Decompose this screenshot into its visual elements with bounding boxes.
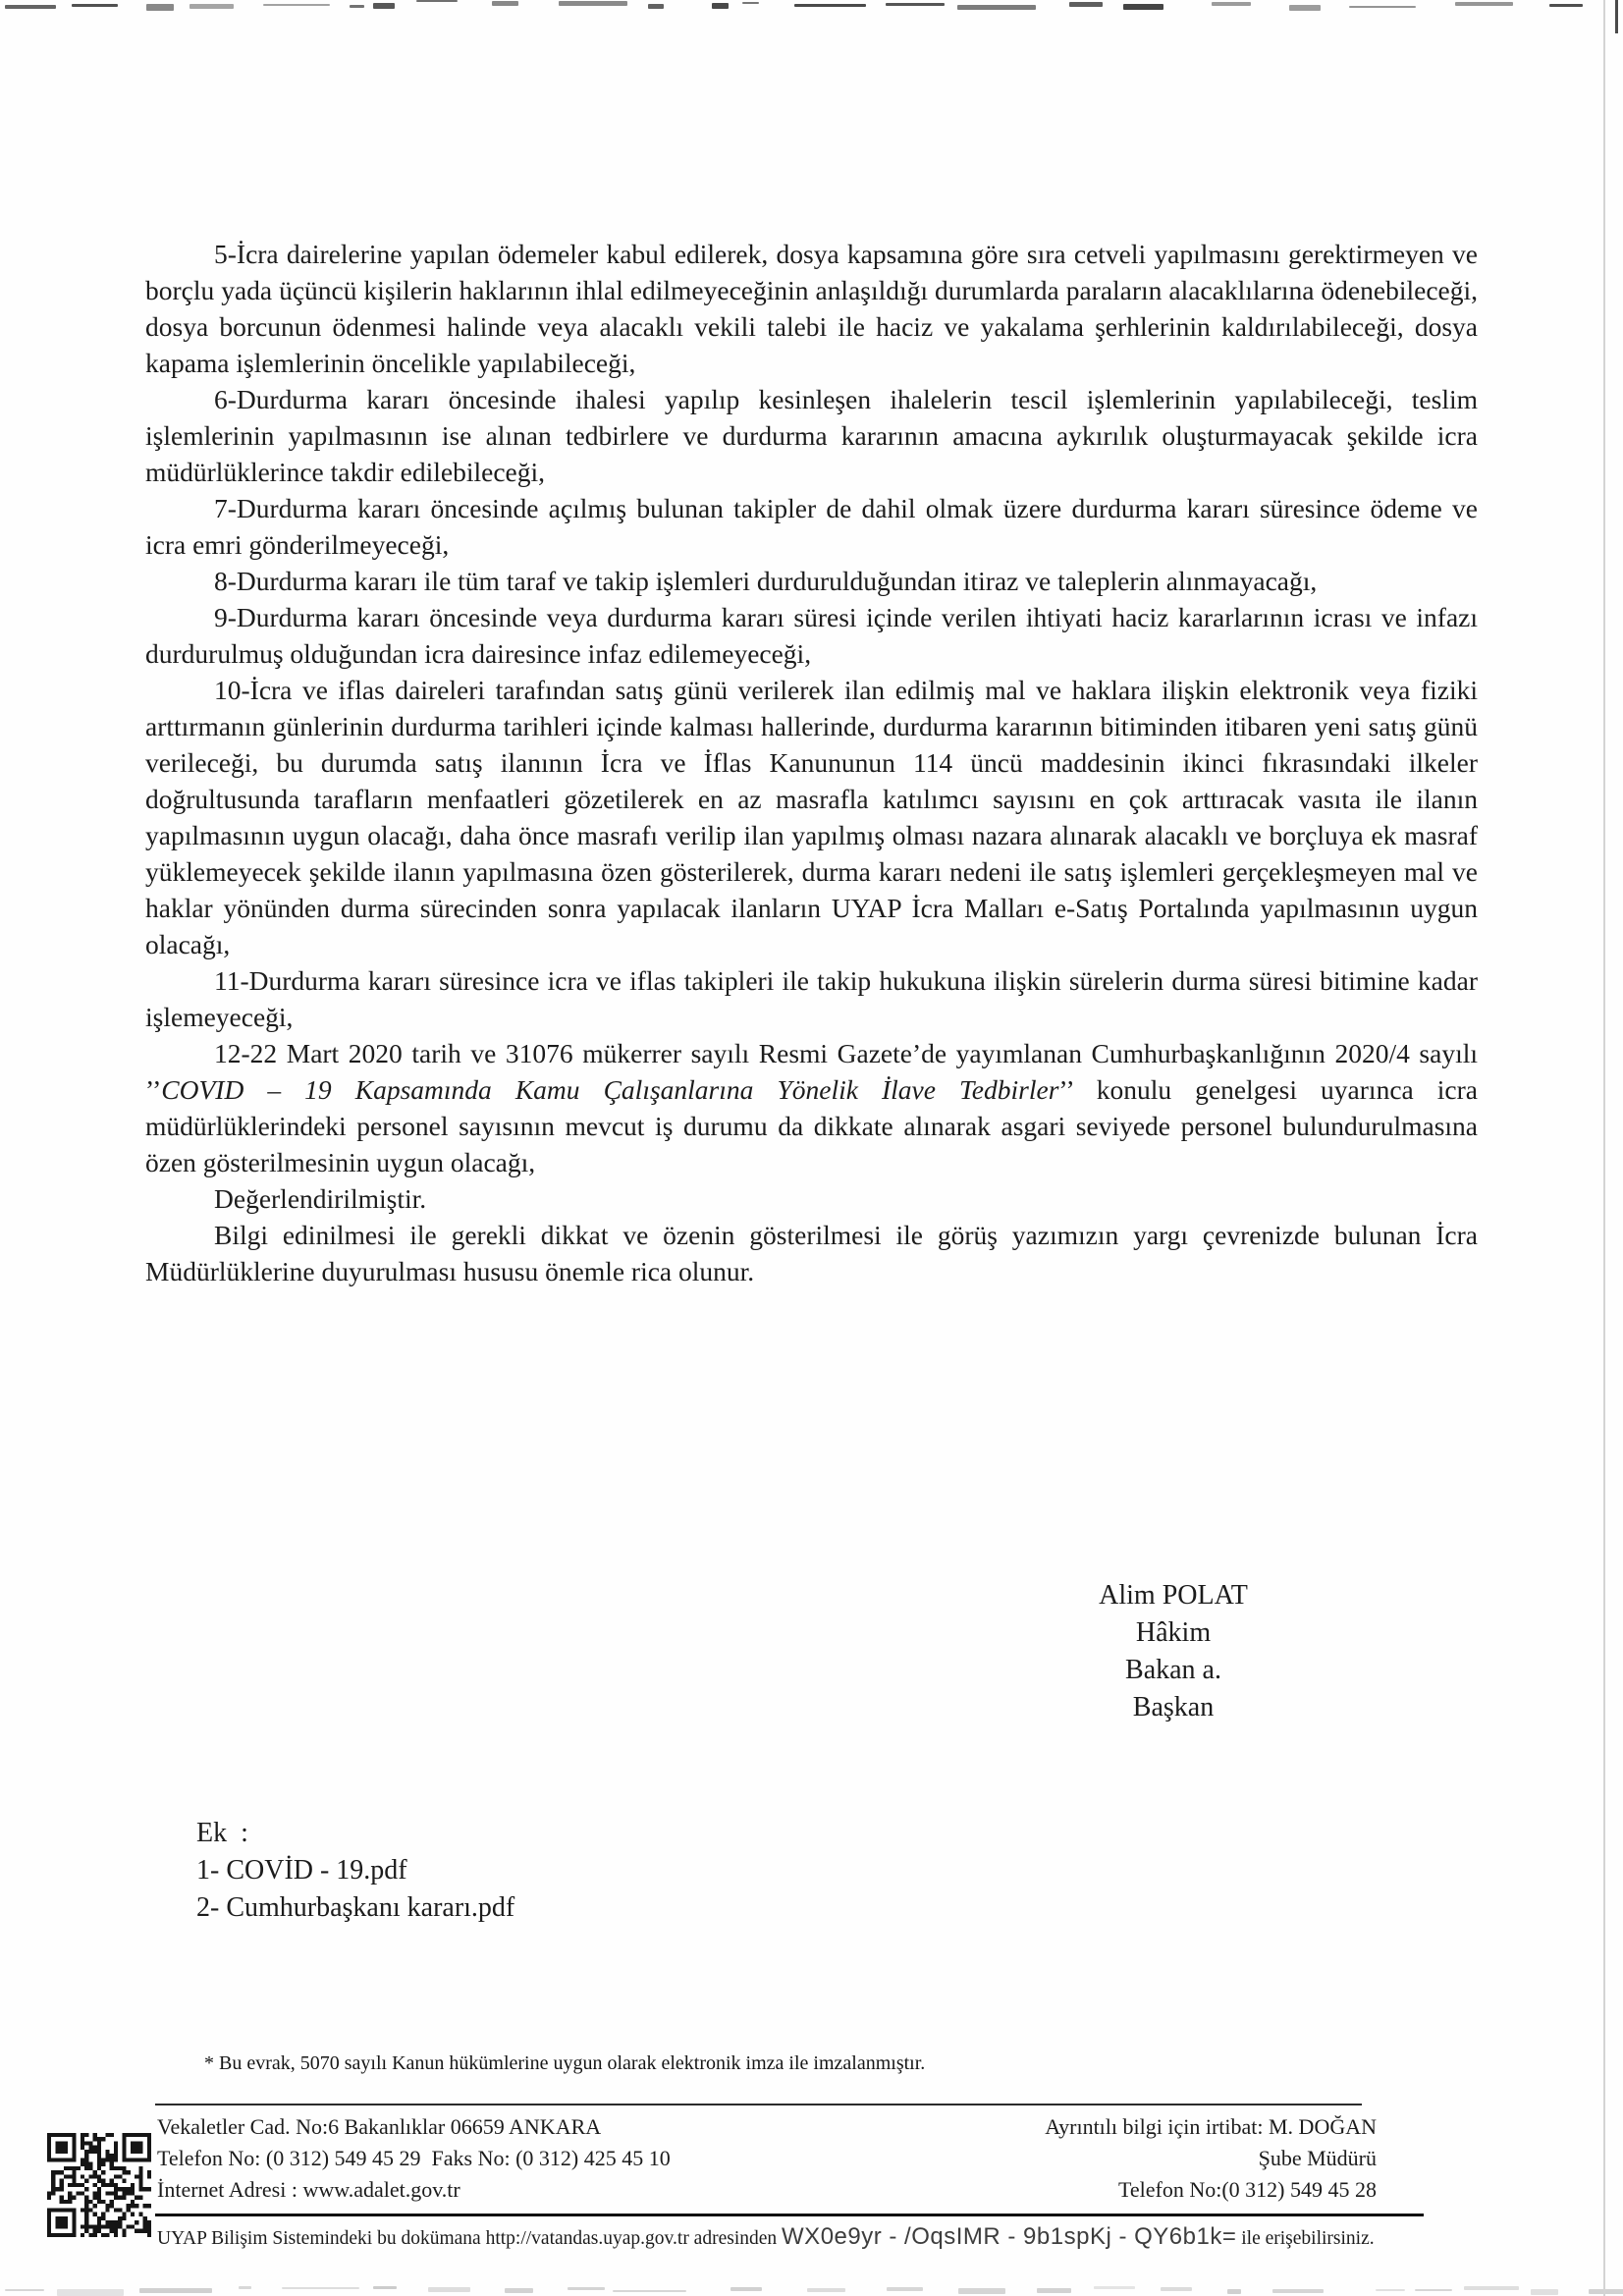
scan-dash: [730, 2287, 762, 2291]
scan-dash: [613, 2290, 686, 2293]
scan-dash: [1272, 2289, 1324, 2293]
scan-dash: [189, 4, 234, 9]
scan-dash: [886, 3, 944, 6]
body-paragraph: [145, 1217, 1478, 1289]
scan-dash: [428, 2287, 470, 2292]
scan-dash: [146, 4, 173, 10]
scan-dash: [1549, 4, 1583, 7]
scan-dash: [1069, 2, 1103, 7]
scan-dash: [57, 2289, 124, 2295]
scan-dash: [559, 1, 627, 6]
scan-artifact-bottom-edge: [0, 2286, 1623, 2294]
body-paragraph: [145, 1180, 1478, 1217]
scan-dash: [416, 0, 457, 2]
scan-dash: [1123, 4, 1163, 10]
scan-dash: [1289, 5, 1321, 11]
scan-dash: [373, 2286, 398, 2289]
scan-dash: [5, 2289, 44, 2291]
footer-contact-title: Şube Müdürü: [1258, 2146, 1377, 2170]
body-text-segment: 12-22 Mart 2020 tarih ve 31076 mükerrer sayılı Resmi Gazete’de yayımlanan Cumhurbaşkanlığının 2020/4 sayılı ’’: [145, 1038, 1478, 1105]
body-paragraph: [145, 962, 1478, 1035]
footer-contact-block: [933, 2111, 1377, 2206]
body-paragraph: [145, 599, 1478, 672]
signature-line-1: Hâkim: [1135, 1617, 1212, 1648]
scan-dash: [1589, 2289, 1623, 2294]
attachment-item: 1- COVİD - 19.pdf: [196, 1855, 407, 1886]
uyap-access-text-pre: UYAP Bilişim Sistemindeki bu dokümana http://vatandas.uyap.gov.tr adresinden: [157, 2228, 783, 2249]
scan-dash: [568, 2287, 605, 2290]
body-paragraph: [145, 1035, 1478, 1180]
body-paragraph: [145, 563, 1478, 599]
body-paragraph: [145, 236, 1478, 381]
signature-block: [1011, 1577, 1335, 1726]
scan-dash: [807, 2288, 845, 2292]
scan-dash: [139, 2288, 212, 2293]
scan-dash: [263, 4, 331, 6]
scan-dash: [350, 5, 363, 8]
scan-dash: [1227, 2289, 1241, 2293]
scan-dash: [1037, 2288, 1071, 2292]
scan-dash: [742, 2, 760, 4]
uyap-access-code: WX0e9yr - /OqsIMR - 9b1spKj - QY6b1k=: [782, 2223, 1237, 2250]
scan-dash: [1531, 2289, 1558, 2295]
body-text-segment: 11-Durdurma kararı süresince icra ve iflas takipleri ile takip hukukuna ilişkin sürelerin durma süresi bitimine kadar işlemeyeceği,: [145, 965, 1478, 1032]
uyap-access-line: [157, 2223, 1463, 2251]
attachments-label: Ek :: [196, 1818, 248, 1848]
scan-dash: [957, 5, 1036, 10]
scan-dash: [282, 2287, 358, 2289]
scan-dash: [1376, 2289, 1405, 2291]
scan-dash: [1455, 2, 1513, 5]
body-text-segment: 9-Durdurma kararı öncesinde veya durdurma kararı süresi içinde verilen ihtiyati haciz kararlarının icrası ve infazı durdurulmuş olduğundan icra dairesince infaz edilemeyeceği,: [145, 602, 1478, 669]
footer-address-block: [157, 2111, 671, 2206]
footer-phone-fax: Telefon No: (0 312) 549 45 29 Faks No: (0 312) 425 45 10: [157, 2146, 671, 2170]
footer-web-address: İnternet Adresi : www.adalet.gov.tr: [157, 2177, 460, 2202]
uyap-access-text-post: ile erişebilirsiniz.: [1236, 2228, 1375, 2249]
attachment-item: 2- Cumhurbaşkanı kararı.pdf: [196, 1892, 515, 1923]
scan-dash: [958, 2288, 1005, 2294]
scan-dash: [5, 5, 56, 9]
scan-dash: [1349, 6, 1416, 9]
scan-dash: [794, 4, 866, 6]
scan-dash: [1464, 2286, 1519, 2290]
scan-artifact-top-edge: [0, 0, 1623, 12]
scan-dash: [887, 2287, 922, 2291]
scan-artifact-right-edge-mark: [1615, 0, 1618, 33]
body-paragraph: [145, 672, 1478, 962]
body-text-segment: 7-Durdurma kararı öncesinde açılmış bulunan takipler de dahil olmak üzere durdurma kararı süresince ödeme ve icra emri gönderilmeyeceği,: [145, 493, 1478, 560]
scan-dash: [505, 2288, 533, 2294]
body-text-segment: 6-Durdurma kararı öncesinde ihalesi yapılıp kesinleşen ihalelerin tescil işlemlerinin yapılabileceği, teslim işlemlerinin yapılmasının ise alınan tedbirlere ve durdurma kararının amacına aykırılık oluşturmayacak şekilde icra müdürlüklerince takdir edilebileceği,: [145, 384, 1478, 487]
body-text-segment: 8-Durdurma kararı ile tüm taraf ve takip işlemleri durdurulduğundan itiraz ve taleplerin alınmayacağı,: [214, 566, 1318, 596]
body-paragraph: [145, 490, 1478, 563]
footer-contact-person: Ayrıntılı bilgi için irtibat: M. DOĞAN: [1045, 2114, 1377, 2139]
body-paragraph: [145, 381, 1478, 490]
scan-dash: [1415, 2289, 1453, 2291]
scan-dash: [239, 2286, 252, 2289]
electronic-signature-footnote: * Bu evrak, 5070 sayılı Kanun hükümlerine uygun olarak elektronik imza ile imzalanmıştır.: [204, 2052, 926, 2074]
scan-dash: [72, 4, 118, 7]
signature-line-0: Alim POLAT: [1099, 1580, 1248, 1611]
footer-separator-top: [155, 2104, 1362, 2105]
letter-body: [145, 236, 1478, 1289]
signature-line-2: Bakan a.: [1125, 1655, 1221, 1685]
body-text-italic-segment: COVID – 19 Kapsamında Kamu Çalışanlarına Yönelik İlave Tedbirler: [161, 1074, 1059, 1105]
footer-address: Vekaletler Cad. No:6 Bakanlıklar 06659 ANKARA: [157, 2114, 602, 2139]
scan-dash: [373, 3, 395, 9]
footer-separator-bottom: [155, 2214, 1424, 2216]
scan-dash: [648, 4, 663, 9]
scan-dash: [1094, 2286, 1135, 2288]
body-text-segment: Değerlendirilmiştir.: [214, 1183, 427, 1214]
body-text-segment: Bilgi edinilmesi ile gerekli dikkat ve özenin gösterilmesi ile görüş yazımızın yargı çevrenizde bulunan İcra Müdürlüklerine duyurulması hususu önemle rica olunur.: [145, 1220, 1478, 1286]
attachments-list: [196, 1852, 514, 1927]
body-text-segment: 5-İcra dairelerine yapılan ödemeler kabul edilerek, dosya kapsamına göre sıra cetveli yapılmasını gerektirmeyen ve borçlu yada üçüncü kişilerin haklarının ihlal edilmeyeceğinin anlaşıldığı durumlarda paraların alacaklılarına ödenebileceği, dosya borcunun ödenmesi halinde veya alacaklı vekili talebi ile haciz ve yakalama şerhlerinin kaldırılabileceği, dosya kapama işlemlerinin öncelikle yapılabileceği,: [145, 239, 1478, 378]
attachments-section: [196, 1815, 514, 1927]
footer-contact-phone: Telefon No:(0 312) 549 45 28: [1117, 2177, 1377, 2202]
signature-line-3: Başkan: [1132, 1692, 1215, 1722]
scan-dash: [712, 3, 728, 10]
body-text-segment: 10-İcra ve iflas daireleri tarafından satış günü verilerek ilan edilmiş mal ve haklara ilişkin elektronik veya fiziki arttırmanın günlerinin durdurma tarihleri içinde kalması hallerinde, durdurma kararının bitiminden itibaren yeni satış günü verileceği, bu durumda satış ilanının İcra ve İflas Kanununun 114 üncü maddesinin ikinci fıkrasındaki ilkeler doğrultusunda tarafların menfaatleri gözetilerek en az masrafla katılımcı sayısını en çok arttıracak vasıta ile ilanın yapılmasının uygun olacağı, daha önce masrafı verilip ilan yapılmış olması nazara alınarak alacaklı ve borçluya ek masraf yüklemeyecek şekilde ilanın yapılmasına özen gösterilerek, durma kararı nedeni ile satış işlemleri gerçekleşmeyen mal ve haklar yönünden durma sürecinden sonra yapılacak ilanların UYAP İcra Malları e-Satış Portalında yapılmasının uygun olacağı,: [145, 675, 1478, 959]
scan-dash: [1161, 2287, 1192, 2291]
scan-dash: [492, 1, 518, 6]
qr-code: [47, 2133, 151, 2237]
body-text-segment: ’’ konulu genelgesi uyarınca icra müdürlüklerindeki personel sayısının mevcut iş durumu da dikkate alınarak asgari seviyede personel bulundurulmasına özen gösterilmesinin uygun olacağı,: [145, 1074, 1478, 1177]
scan-artifact-right-edge-line: [1603, 0, 1605, 2296]
scan-dash: [1212, 2, 1251, 7]
